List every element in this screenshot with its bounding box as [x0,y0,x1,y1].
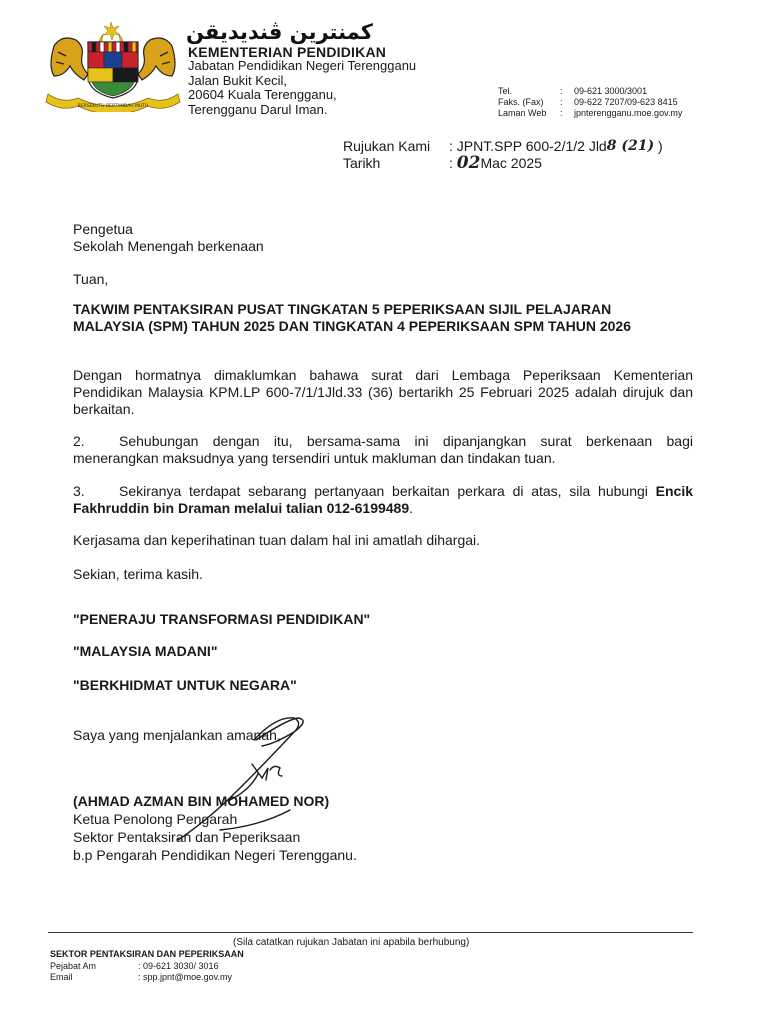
handwritten-signature [170,700,430,860]
contact-value: jpnterengganu.moe.gov.my [574,108,683,118]
paragraph-1: Dengan hormatnya dimaklumkan bahawa surat dari Lembaga Peperiksaan Kementerian Pendidikan Malaysia KPM.LP 600-7/1/1Jld.33 (36) bertarikh 25 Februari 2025 adalah dirujuk dan berkaitan. [73,367,693,417]
address-line: 20604 Kuala Terengganu, [188,87,337,102]
contact-person: Encik Fakhruddin bin Draman melalui talian 012-6199489 [73,483,693,516]
paragraph-5: Sekian, terima kasih. [73,566,203,582]
footer-sector: SEKTOR PENTAKSIRAN DAN PEPERIKSAAN [50,949,244,959]
tarikh-label: Tarikh [343,155,381,171]
tarikh-value: Mac 2025 [480,155,542,171]
paragraph-3 [73,483,693,517]
ministry-name: KEMENTERIAN PENDIDIKAN [188,44,387,60]
rujukan-value: JPNT.SPP 600-2/1/2 Jld [456,138,607,154]
footer-row-office [50,961,232,972]
motto-3: "BERKHIDMAT UNTUK NEGARA" [73,677,297,693]
contact-value: 09-622 7207/09-623 8415 [574,97,678,107]
tarikh-row: Tarikh : 02 Mac 2025 [343,153,542,173]
footer-value: : spp.jpnt@moe.gov.my [138,972,233,982]
address-line: Terengganu Darul Iman. [188,101,328,117]
contact-row-fax: Faks. (Fax) : 09-622 7207/09-623 8415 [498,97,678,107]
greeting: Tuan, [73,271,109,287]
footer-contact [50,961,232,983]
footer-label: Email [50,972,73,982]
footer-note: (Sila catatkan rujukan Jabatan ini apabila berhubung) [233,937,470,948]
contact-label: Laman Web [498,108,547,118]
paragraph-text: Sehubungan dengan itu, bersama-sama ini dipanjangkan surat berkenaan bagi menerangkan maksudnya yang tersendiri untuk makluman dan tindakan tuan. [73,433,693,466]
department-address [188,59,416,117]
tarikh-handwritten: 02 [456,153,481,173]
recipient-block [73,221,693,255]
paragraph-2 [73,433,693,467]
paragraph-4: Kerjasama dan keperihatinan tuan dalam hal ini amatlah dihargai. [73,532,481,548]
malaysia-coat-of-arms-logo [44,22,182,112]
signatory-sector: Sektor Pentaksiran dan Peperiksaan [73,829,301,845]
contact-info [498,86,682,119]
contact-row-web: Laman Web : jpnterengganu.moe.gov.my [498,108,683,118]
letter-subject: TAKWIM PENTAKSIRAN PUSAT TINGKATAN 5 PEPERIKSAAN SIJIL PELAJARAN MALAYSIA (SPM) TAHUN 2025 DAN TINGKATAN 4 PEPERIKSAAN SPM TAHUN 2026 [73,301,632,334]
address-line: Jalan Bukit Kecil, [188,72,287,88]
signatory-title: Ketua Penolong Pengarah [73,811,238,827]
rujukan-row: Rujukan Kami : JPNT.SPP 600-2/1/2 Jld 8 (21) ) [343,138,663,154]
address-line: Jabatan Pendidikan Negeri Terengganu [188,58,417,73]
paragraph-number: 3. [73,483,85,499]
signoff-intro: Saya yang menjalankan amanah, [73,727,281,743]
footer-divider [48,932,693,933]
signatory-on-behalf: b.p Pengarah Pendidikan Negeri Terengganu. [73,847,357,863]
footer-label: Pejabat Am [50,961,97,971]
recipient-line: Pengetua [73,221,133,237]
paragraph-end: . [409,500,414,516]
signatory-name: (AHMAD AZMAN BIN MOHAMED NOR) [73,793,330,809]
paragraph-text: Sekiranya terdapat sebarang pertanyaan berkaitan perkara di atas, sila hubungi [119,483,648,499]
motto-2: "MALAYSIA MADANI" [73,643,218,659]
contact-row-tel: Tel. : 09-621 3000/3001 [498,86,648,96]
footer-value: : 09-621 3030/ 3016 [138,961,219,971]
paragraph-number: 2. [73,433,85,449]
ministry-name-jawi: كمنترين ڤنديديقن [186,20,373,44]
recipient-line: Sekolah Menengah berkenaan [73,238,264,254]
footer-row-email [50,972,232,983]
crest-motto: BERSEKUTU BERTAMBAH MUTU [77,104,149,109]
motto-1: "PENERAJU TRANSFORMASI PENDIDIKAN" [73,611,371,627]
rujukan-label: Rujukan Kami [343,138,431,154]
contact-label: Tel. [498,86,513,96]
rujukan-handwritten: 8 (21) [606,138,655,154]
contact-value: 09-621 3000/3001 [574,86,648,96]
reference-block [343,138,663,172]
contact-label: Faks. (Fax) [498,97,544,107]
